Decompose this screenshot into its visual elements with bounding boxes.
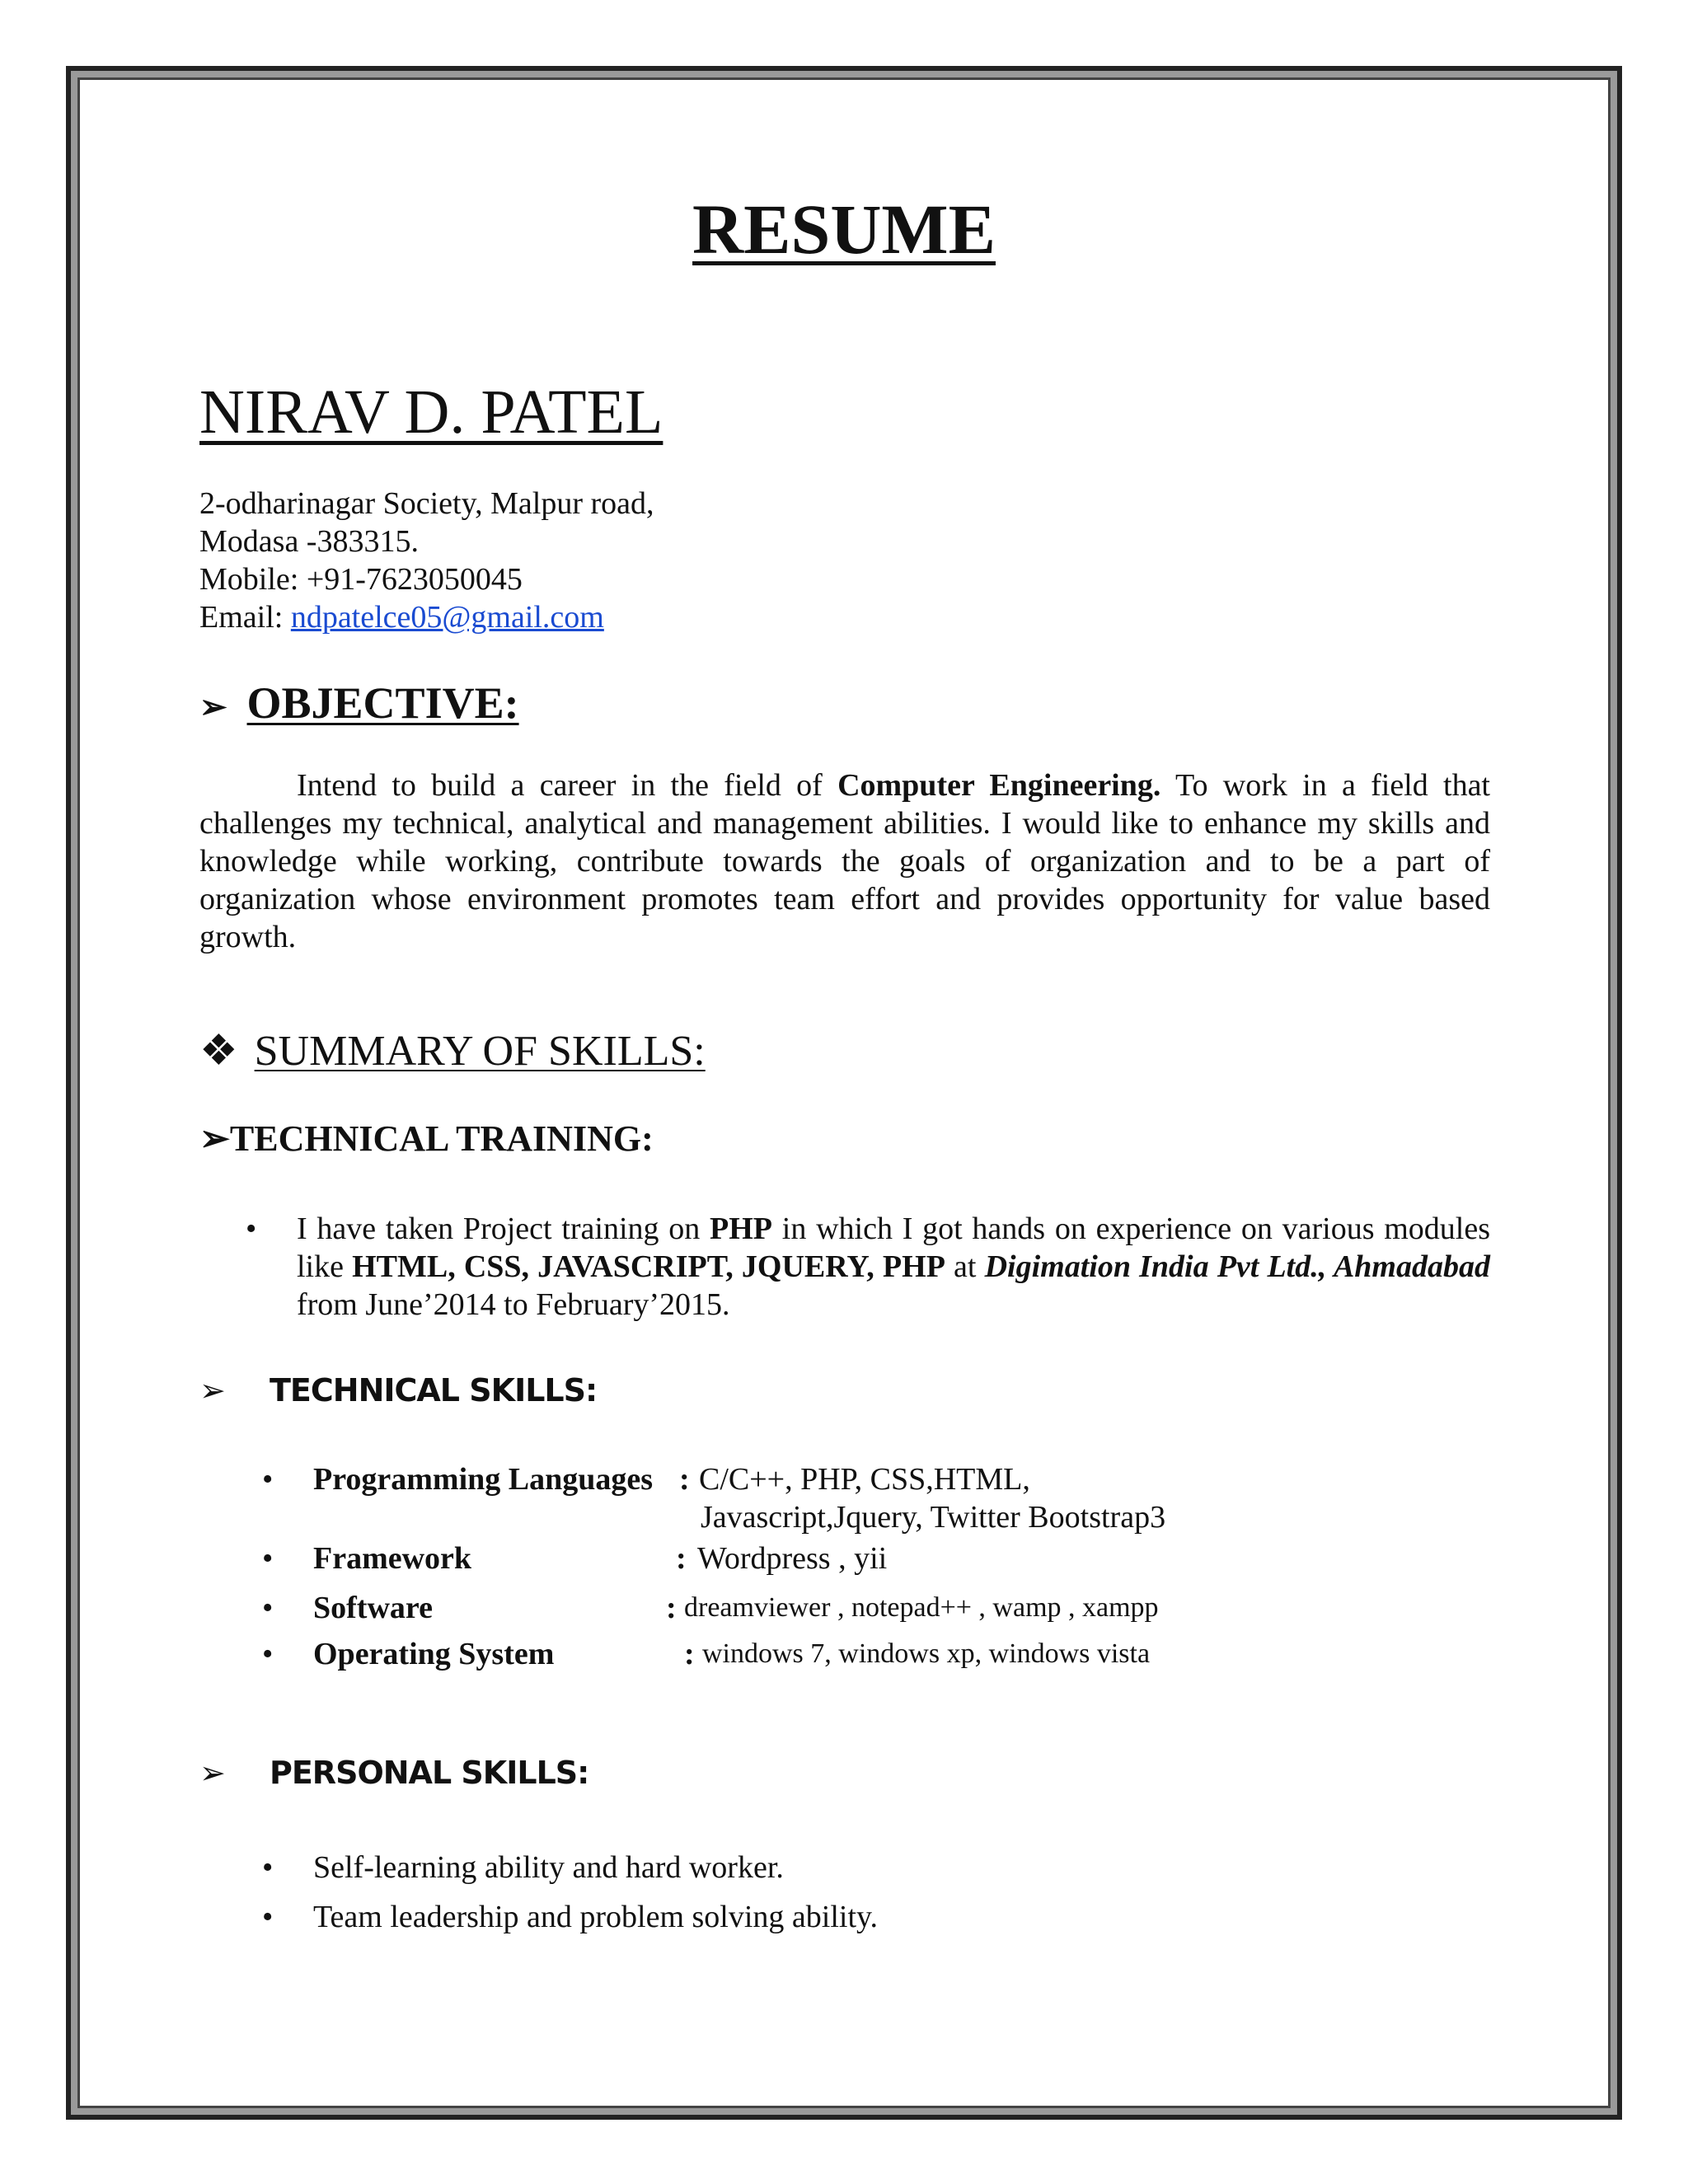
skill-colon: : bbox=[666, 1591, 677, 1625]
candidate-name: NIRAV D. PATEL bbox=[199, 377, 663, 447]
skill-value: dreamviewer , notepad++ , wamp , xampp bbox=[684, 1592, 1159, 1623]
personal-skills-heading bbox=[199, 1755, 589, 1791]
skill-value: windows 7, windows xp, windows vista bbox=[702, 1638, 1151, 1669]
technical-training-label: TECHNICAL TRAINING: bbox=[229, 1118, 654, 1159]
skill-colon: : bbox=[676, 1541, 687, 1576]
list-item bbox=[262, 1843, 878, 1892]
training-text: I have taken Project training on PHP in which I got hands on experience on various modules like HTML, CSS, JAVASCRIPT, JQUERY, PHP at Digimation India Pvt Ltd., Ahmadabad from June’2014 to February’2015. bbox=[297, 1212, 1491, 1322]
objective-heading bbox=[199, 678, 519, 728]
personal-skill-text: Self-learning ability and hard worker. bbox=[313, 1850, 784, 1885]
resume-title bbox=[0, 190, 1688, 269]
skill-label: Software bbox=[313, 1591, 433, 1625]
bullet-icon: • bbox=[262, 1850, 274, 1885]
email-row bbox=[199, 598, 654, 636]
bullet-icon: • bbox=[246, 1212, 257, 1246]
skill-label: Operating System bbox=[313, 1637, 555, 1671]
personal-skills-list bbox=[262, 1843, 878, 1942]
personal-skill-text: Team leadership and problem solving ability. bbox=[313, 1900, 879, 1934]
skill-value: C/C++, PHP, CSS,HTML, bbox=[699, 1462, 1030, 1497]
skill-colon: : bbox=[684, 1637, 695, 1671]
personal-skills-label: PERSONAL SKILLS: bbox=[270, 1755, 589, 1791]
objective-heading-label: OBJECTIVE: bbox=[246, 678, 519, 728]
technical-skills-label: TECHNICAL SKILLS: bbox=[270, 1372, 598, 1408]
address-line-2: Modasa -383315. bbox=[199, 524, 419, 559]
contact-block bbox=[199, 485, 654, 636]
arrow-bullet-icon: ➢ bbox=[199, 1755, 225, 1791]
technical-training-heading bbox=[199, 1118, 654, 1159]
resume-title-text: RESUME bbox=[692, 190, 996, 269]
address-line-1: 2-odharinagar Society, Malpur road, bbox=[199, 486, 654, 521]
arrow-bullet-icon: ➢ bbox=[199, 1372, 225, 1408]
objective-paragraph bbox=[199, 766, 1490, 956]
objective-text-part2: To work in a field that challenges my technical, analytical and management abilities. I would like to enhance my skills and knowledge while working, contribute towards the goals of organization and to be a part of organization whose environment promotes team effort and provides opportunity for value based growth. bbox=[199, 768, 1490, 954]
mobile-number: Mobile: +91-7623050045 bbox=[199, 562, 523, 597]
summary-heading-label: SUMMARY OF SKILLS: bbox=[254, 1028, 706, 1075]
bullet-icon: • bbox=[262, 1541, 274, 1576]
diamond-bullet-icon: ❖ bbox=[199, 1028, 238, 1075]
bullet-icon: • bbox=[262, 1900, 274, 1934]
skill-label: Framework bbox=[313, 1541, 472, 1576]
summary-heading bbox=[199, 1030, 706, 1073]
email-link[interactable]: ndpatelce05@gmail.com bbox=[290, 600, 604, 635]
bullet-icon: • bbox=[262, 1591, 274, 1625]
skill-colon: : bbox=[679, 1462, 690, 1497]
email-label: Email: bbox=[199, 600, 291, 635]
training-list-item bbox=[246, 1210, 1490, 1324]
bullet-icon: • bbox=[262, 1637, 274, 1671]
objective-text-bold: Computer Engineering. bbox=[837, 768, 1161, 803]
technical-skills-heading bbox=[199, 1372, 598, 1408]
skill-label: Programming Languages bbox=[313, 1462, 654, 1497]
objective-text-part1: Intend to build a career in the field of bbox=[297, 768, 838, 803]
arrow-bullet-icon: ➢ bbox=[199, 1118, 230, 1159]
skill-value-continued: Javascript,Jquery, Twitter Bootstrap3 bbox=[701, 1500, 1166, 1535]
arrow-bullet-icon: ➢ bbox=[199, 688, 227, 725]
skill-value: Wordpress , yii bbox=[697, 1541, 888, 1576]
bullet-icon: • bbox=[262, 1462, 274, 1497]
list-item bbox=[262, 1892, 878, 1942]
